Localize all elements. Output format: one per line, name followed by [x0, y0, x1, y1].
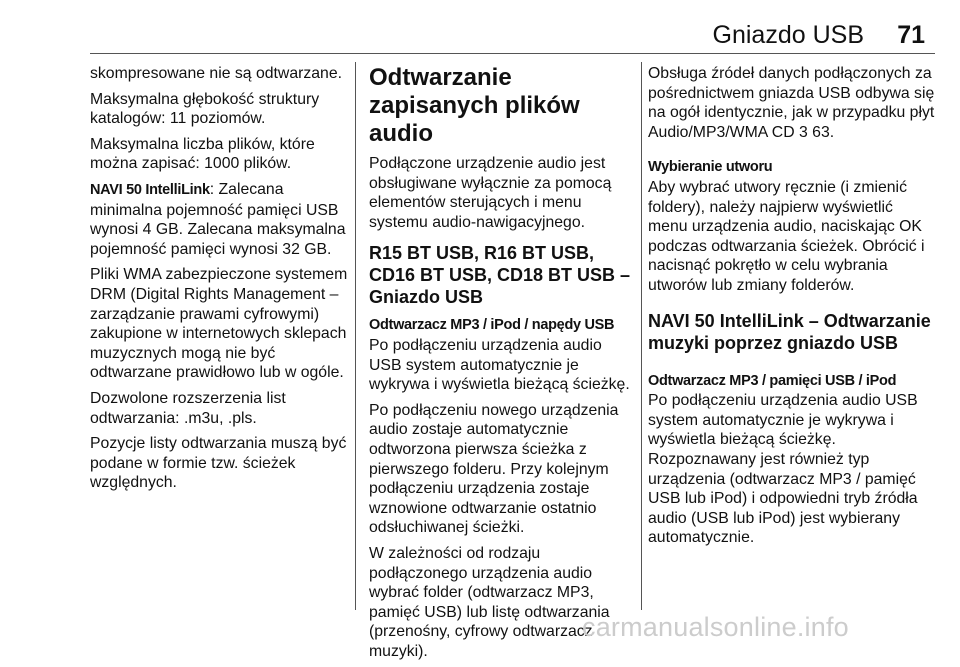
sub-label: Odtwarzacz MP3 / iPod / napędy USB: [369, 317, 615, 334]
column-divider-1: [355, 62, 356, 610]
column-3: [648, 64, 935, 554]
paragraph: Po podłączeniu nowego urządzenia audio zostaje automatycznie odtworzona pierwsza ścieżka z pierwszego folderu. Przy kolejnym podłączeniu urządzenia zostaje wznowione odtwarzanie ostatnio odsłuchiwanej ścieżki.: [369, 401, 619, 537]
sub-label: Wybieranie utworu: [648, 159, 773, 176]
page-header: [0, 0, 960, 60]
watermark: carmanualsonline.info: [582, 612, 849, 642]
paragraph: Maksymalna liczba plików, które można zapisać: 1000 plików.: [90, 135, 315, 173]
paragraph: Maksymalna głębokość struktury katalogów: 11 poziomów.: [90, 90, 320, 128]
column-divider-2: [641, 62, 642, 610]
paragraph: Aby wybrać utwory ręcznie (i zmienić foldery), należy najpierw wyświetlić menu urządzenia audio, naciskając OK podczas odtwarzania ścieżek. Obrócić i nacisnąć pokrętło w celu wybrania utworów lub zmiany folderów.: [648, 178, 925, 294]
subsection-heading: NAVI 50 IntelliLink – Odtwarzanie muzyki poprzez gniazdo USB: [648, 310, 931, 353]
column-2: [369, 64, 634, 667]
paragraph: Dozwolone rozszerzenia list odtwarzania: .m3u, .pls.: [90, 389, 286, 427]
paragraph-text: : Zalecana minimalna pojemność pamięci USB wynosi 4 GB. Zalecana maksymalna pojemność pamięci wynosi 32 GB.: [90, 180, 346, 258]
header-title: Gniazdo USB: [712, 21, 864, 49]
paragraph: Pozycje listy odtwarzania muszą być podane w formie tzw. ścieżek względnych.: [90, 435, 347, 492]
bold-term: NAVI 50 IntelliLink: [90, 181, 210, 198]
paragraph: Po podłączeniu urządzenia audio USB system automatycznie je wykrywa i wyświetla bieżącą ścieżkę. Rozpoznawany jest również typ urządzenia (odtwarzacz MP3 / pamięć USB lub iPod) i odpowiedni tryb źródła audio (USB lub iPod) jest wybierany automatycznie.: [648, 392, 918, 547]
paragraph: Pliki WMA zabezpieczone systemem DRM (Digital Rights Management – zarządzanie prawami cyfrowymi) zakupione w internetowych sklepach muzycznych mogą nie być odtwarzane prawidłowo lub w ogóle.: [90, 266, 348, 382]
column-1: [90, 64, 352, 499]
paragraph-text: Obsługa źródeł danych podłączonych za pośrednictwem gniazda USB odbywa się na ogół identycznie, jak w przypadku płyt Audio/MP3/WMA CD: [648, 65, 935, 141]
page-reference-link[interactable]: 3 63.: [799, 123, 835, 141]
header-rule: [90, 53, 935, 54]
sub-label: Odtwarzacz MP3 / pamięci USB / iPod: [648, 372, 897, 389]
paragraph: Podłączone urządzenie audio jest obsługiwane wyłącznie za pomocą elementów sterujących i menu systemu audio-nawigacyjnego.: [369, 155, 612, 231]
paragraph: [90, 180, 352, 259]
section-heading: Odtwarzanie zapisanych plików audio: [369, 64, 580, 147]
page-number: 71: [897, 21, 925, 49]
paragraph: W zależności od rodzaju podłączonego urządzenia audio wybrać folder (odtwarzacz MP3, pamięć USB) lub listę odtwarzania (przenośny, cyfrowy odtwarzacz muzyki).: [369, 544, 610, 660]
subsection-heading: R15 BT USB, R16 BT USB, CD16 BT USB, CD18 BT USB – Gniazdo USB: [369, 243, 631, 308]
paragraph: Po podłączeniu urządzenia audio USB system automatycznie je wykrywa i wyświetla bieżącą ścieżkę.: [369, 336, 630, 394]
paragraph: skompresowane nie są odtwarzane.: [90, 65, 343, 82]
paragraph: [648, 64, 935, 142]
